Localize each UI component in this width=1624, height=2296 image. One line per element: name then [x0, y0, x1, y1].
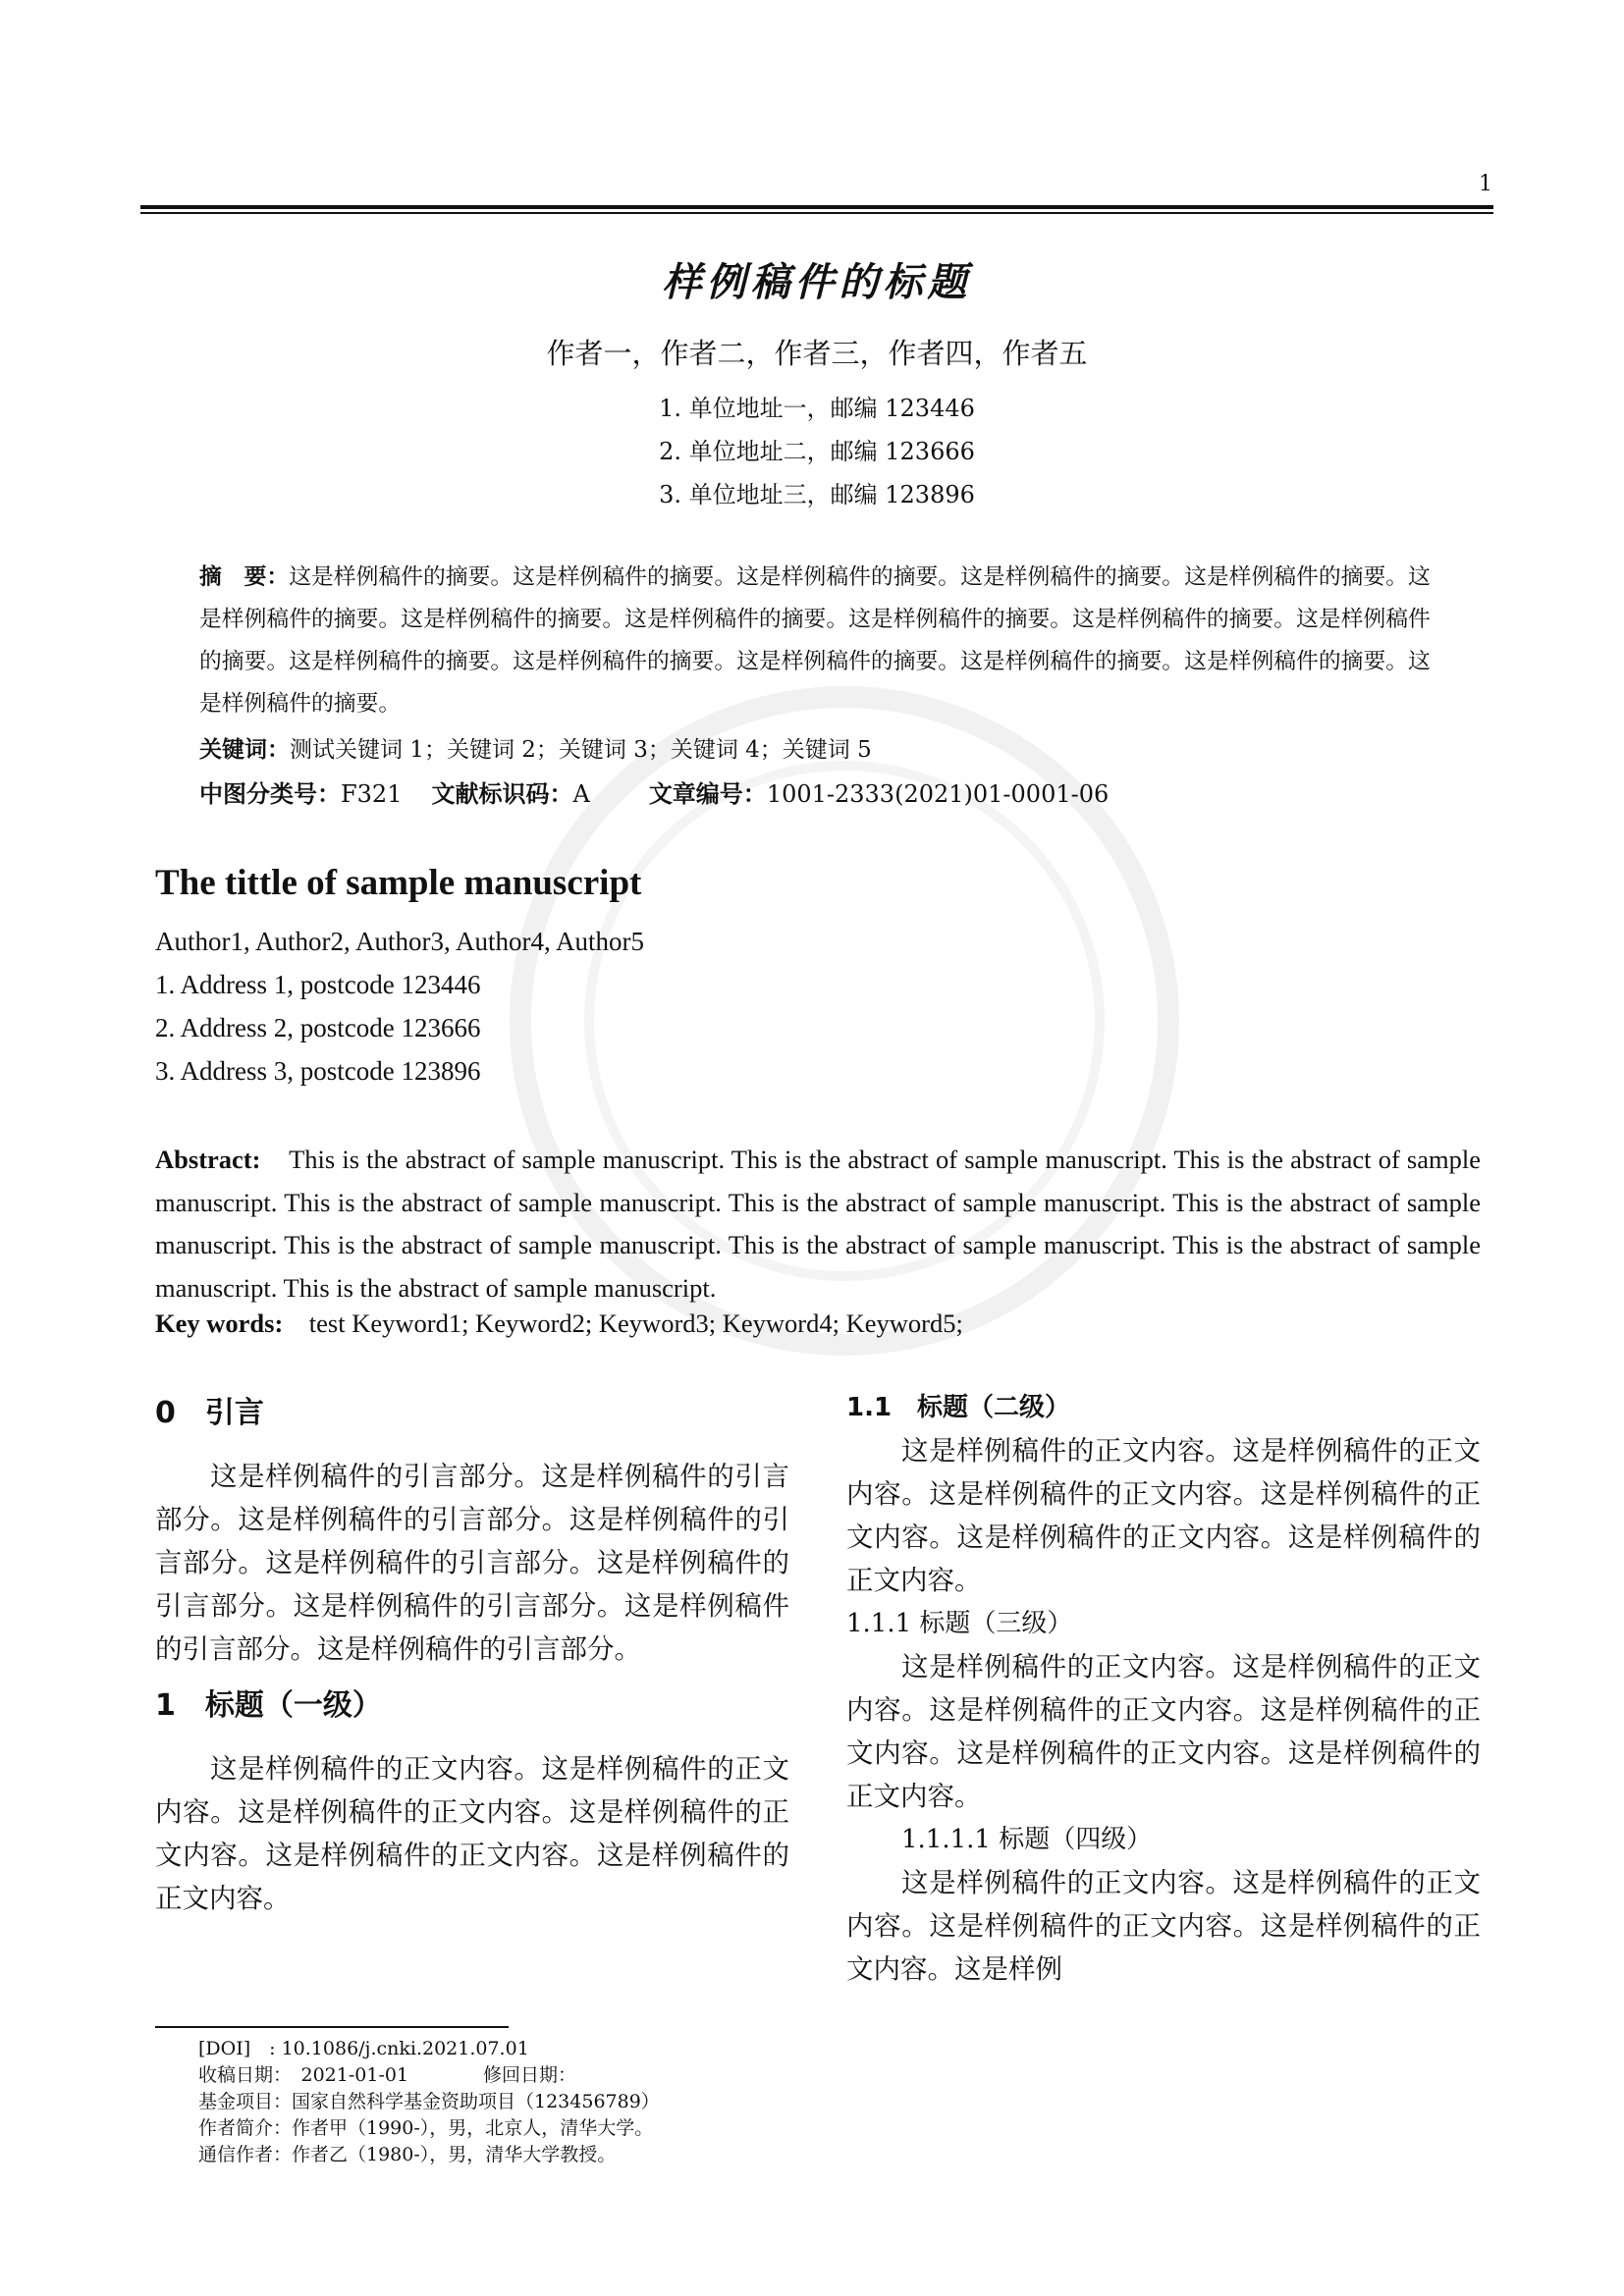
keywords-cn [199, 731, 872, 764]
doc-id-value: A [572, 780, 590, 808]
body-column-left [155, 1392, 789, 1920]
paper-title-en: The tittle of sample manuscript [155, 863, 642, 903]
body-paragraph: 这是样例稿件的正文内容。这是样例稿件的正文内容。这是样例稿件的正文内容。这是样例稿件的正文内容。这是样例稿件的正文内容。这是样例稿件的正文内容。 [846, 1651, 1481, 1812]
article-no-value: 1001-2333(2021)01-0001-06 [766, 780, 1110, 808]
footnote-doi: [DOI] : 10.1086/j.cnki.2021.07.01 [198, 2038, 529, 2059]
authors-cn: 作者一，作者二，作者三，作者四，作者五 [546, 337, 1088, 370]
footnote-rule [155, 2026, 509, 2028]
page-number: 1 [1479, 172, 1492, 196]
body-paragraph: 这是样例稿件的正文内容。这是样例稿件的正文内容。这是样例稿件的正文内容。这是样例稿件的正文内容。这是样例稿件的正文内容。这是样例稿件的正文内容。 [155, 1753, 789, 1914]
keywords-text-en: test Keyword1; Keyword2; Keyword3; Keyword4; Keyword5; [308, 1308, 963, 1338]
footnote-author-bio: 作者简介：作者甲（1990-），男，北京人，清华大学。 [198, 2117, 654, 2139]
classification-line [199, 774, 1109, 809]
abstract-cn [199, 557, 1438, 725]
section-heading: 0 引言 [155, 1396, 264, 1430]
authors-en: Author1, Author2, Author3, Author4, Author5 [155, 927, 644, 956]
section-heading: 1 标题（一级） [155, 1688, 382, 1723]
body-paragraph: 这是样例稿件的正文内容。这是样例稿件的正文内容。这是样例稿件的正文内容。这是样例稿件的正文内容。这是样例 [846, 1867, 1481, 1985]
keywords-label-cn: 关键词： [199, 737, 290, 763]
body-paragraph: 这是样例稿件的正文内容。这是样例稿件的正文内容。这是样例稿件的正文内容。这是样例稿件的正文内容。这是样例稿件的正文内容。这是样例稿件的正文内容。 [846, 1435, 1481, 1596]
keywords-label-en: Key words: [155, 1308, 284, 1338]
affiliation-en: 3. Address 3, postcode 123896 [155, 1056, 481, 1086]
affiliation-cn: 3. 单位地址三，邮编 123896 [659, 481, 975, 508]
header-rule-thin [140, 212, 1493, 214]
affiliation-cn: 1. 单位地址一，邮编 123446 [659, 395, 975, 422]
affiliation-en: 1. Address 1, postcode 123446 [155, 970, 481, 999]
footnote-dates: 收稿日期： 2021-01-01 修回日期： [198, 2064, 577, 2086]
subsubsection-heading: 1.1.1 标题（三级） [846, 1609, 1073, 1638]
abstract-text-en: This is the abstract of sample manuscript. This is the abstract of sample manuscript. This is the abstract of sample manuscript. This is the abstract of sample manuscript. This is the abstract of sample manuscript. This is the abstract of sample manuscript. This is the abstract of sample manuscript. This is the abstract of sample manuscript. This is the abstract of sample manuscript. This is the abstract of sample manuscript. [155, 1145, 1481, 1303]
header-rule-thick [140, 205, 1493, 209]
body-paragraph: 这是样例稿件的引言部分。这是样例稿件的引言部分。这是样例稿件的引言部分。这是样例稿件的引言部分。这是样例稿件的引言部分。这是样例稿件的引言部分。这是样例稿件的引言部分。这是样例稿件的引言部分。这是样例稿件的引言部分。 [155, 1461, 789, 1665]
body-column-right [846, 1386, 1481, 1991]
article-no-label: 文章编号： [648, 780, 767, 808]
class-value: F321 [341, 780, 403, 808]
footnotes [198, 2036, 660, 2168]
footnote-fund: 基金项目：国家自然科学基金资助项目（123456789） [198, 2091, 660, 2112]
footnote-corresponding: 通信作者：作者乙（1980-），男，清华大学教授。 [198, 2144, 617, 2165]
paragraph-heading: 1.1.1.1 标题（四级） [901, 1825, 1153, 1854]
keywords-en [155, 1308, 963, 1339]
paper-title-cn: 样例稿件的标题 [662, 259, 972, 305]
abstract-label-cn: 摘 要： [199, 564, 290, 590]
affiliation-cn: 2. 单位地址二，邮编 123666 [659, 438, 975, 465]
keywords-text-cn: 测试关键词 1；关键词 2；关键词 3；关键词 4；关键词 5 [290, 737, 872, 763]
class-label: 中图分类号： [199, 780, 341, 808]
abstract-en [155, 1139, 1481, 1309]
subsection-heading: 1.1 标题（二级） [846, 1393, 1071, 1422]
affiliation-en: 2. Address 2, postcode 123666 [155, 1013, 481, 1042]
abstract-label-en: Abstract: [155, 1145, 261, 1174]
abstract-text-cn: 这是样例稿件的摘要。这是样例稿件的摘要。这是样例稿件的摘要。这是样例稿件的摘要。这是样例稿件的摘要。这是样例稿件的摘要。这是样例稿件的摘要。这是样例稿件的摘要。这是样例稿件的摘要。这是样例稿件的摘要。这是样例稿件的摘要。这是样例稿件的摘要。这是样例稿件的摘要。这是样例稿件的摘要。这是样例稿件的摘要。这是样例稿件的摘要。这是样例稿件的摘要。 [199, 564, 1431, 717]
doc-id-label: 文献标识码： [431, 780, 573, 808]
